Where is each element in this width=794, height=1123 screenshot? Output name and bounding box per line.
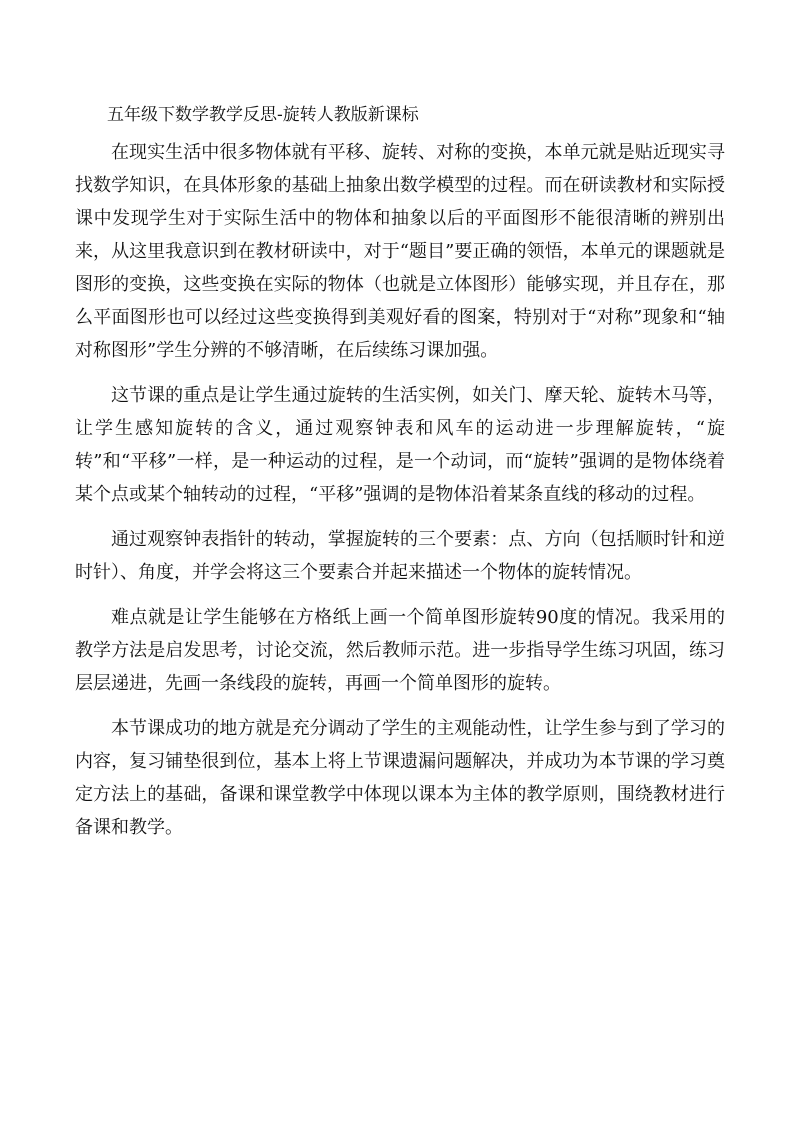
paragraph-intro: 在现实生活中很多物体就有平移、旋转、对称的变换，本单元就是贴近现实寻找数学知识，在具体形象的基础上抽象出数学模型的过程。而在研读教材和实际授课中发现学生对于实际生活中的物体和抽象以后的平面图形不能很清晰的辨别出来，从这里我意识到在教材研读中，对于“题目”要正确的领悟，本单元的课题就是 图形的变换，这些变换在实际的物体（也就是立体图形）能够实现，并且存在，那么平面图形也可以经过这些变换得到美观好看的图案，特别对于“对称”现象和“轴对称图形”学生分辨的不够清晰，在后续练习课加强。	[75, 142, 725, 361]
document-title: 五年级下数学教学反思-旋转人教版新课标	[107, 105, 419, 125]
paragraph-difficulty: 难点就是让学生能够在方格纸上画一个简单图形旋转90度的情况。我采用的教学方法是启发思考，讨论交流，然后教师示范。进一步指导学生练习巩固，练习层层递进，先画一条线段的旋转，再画一个简单图形的旋转。	[75, 607, 725, 694]
document-page	[75, 100, 725, 856]
paragraph-success: 本节课成功的地方就是充分调动了学生的主观能动性，让学生参与到了学习的内容，复习铺垫很到位，基本上将上节课遗漏问题解决，并成功为本节课的学习奠定方法上的基础，备课和课堂教学中体现以课本为主体的教学原则，围绕教材进行备课和教学。	[75, 718, 725, 838]
paragraph-three-elements: 通过观察钟表指针的转动，掌握旋转的三个要素：点、方向（包括顺时针和逆时针）、角度，并学会将这三个要素合并起来描述一个物体的旋转情况。	[75, 529, 725, 583]
paragraph-key-point: 这节课的重点是让学生通过旋转的生活实例，如关门、摩天轮、旋转木马等，让学生感知旋转的含义，通过观察钟表和风车的运动进一步理解旋转，“旋转”和“平移”一样，是一种运动的过程，是一个动词，而“旋转”强调的是物体绕着某个点或某个轴转动的过程，“平移”强调的是物体沿着某条直线的移动的过程。	[75, 385, 725, 505]
